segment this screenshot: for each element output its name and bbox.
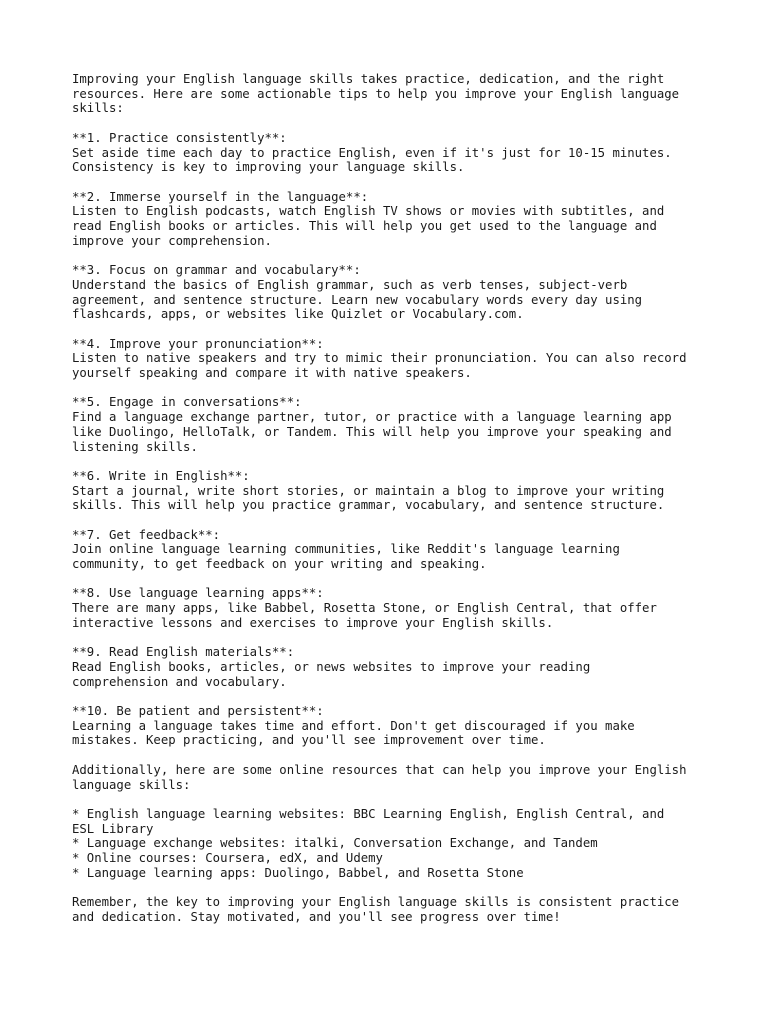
resources-intro-line: Additionally, here are some online resources that can help you improve your English: [72, 762, 687, 777]
tip-heading: **9. Read English materials**:: [72, 645, 295, 660]
tip-line: Learning a language takes time and effort. Don't get discouraged if you make: [72, 718, 635, 733]
tip-line: Start a journal, write short stories, or maintain a blog to improve your writing: [72, 483, 665, 498]
tip-line: community, to get feedback on your writing and speaking.: [72, 557, 487, 572]
tip-line: Listen to English podcasts, watch English TV shows or movies with subtitles, and: [72, 204, 665, 219]
tip-heading: **8. Use language learning apps**:: [72, 586, 324, 601]
tip-line: Read English books, articles, or news websites to improve your reading: [72, 659, 591, 674]
tip-line: Listen to native speakers and try to mimic their pronunciation. You can also record: [72, 351, 687, 366]
closing-line: Remember, the key to improving your English language skills is consistent practice: [72, 895, 680, 910]
tip-line: like Duolingo, HelloTalk, or Tandem. This will help you improve your speaking and: [72, 424, 672, 439]
tip-3: [72, 263, 712, 322]
closing-line: and dedication. Stay motivated, and you'll see progress over time!: [72, 909, 561, 924]
tip-heading: **2. Immerse yourself in the language**:: [72, 189, 369, 204]
tip-7: [72, 528, 712, 572]
resources-intro-paragraph: [72, 763, 712, 792]
tip-heading: **7. Get feedback**:: [72, 527, 221, 542]
tip-2: [72, 190, 712, 249]
tip-line: listening skills.: [72, 439, 198, 454]
tip-line: There are many apps, like Babbel, Rosetta Stone, or English Central, that offer: [72, 601, 657, 616]
tip-line: Join online language learning communities, like Reddit's language learning: [72, 542, 620, 557]
tip-heading: **1. Practice consistently**:: [72, 130, 287, 145]
resource-list-item: * English language learning websites: BBC Learning English, English Central, and: [72, 806, 665, 821]
tip-line: improve your comprehension.: [72, 233, 272, 248]
tip-heading: **3. Focus on grammar and vocabulary**:: [72, 263, 361, 278]
tip-5: [72, 395, 712, 454]
tip-line: yourself speaking and compare it with native speakers.: [72, 366, 472, 380]
tip-line: skills. This will help you practice grammar, vocabulary, and sentence structure.: [72, 498, 665, 513]
resource-list-item: * Language learning apps: Duolingo, Babbel, and Rosetta Stone: [72, 865, 524, 880]
intro-line: resources. Here are some actionable tips to help you improve your English language: [72, 86, 680, 101]
tip-line: comprehension and vocabulary.: [72, 674, 287, 689]
intro-line: skills:: [72, 101, 124, 116]
tip-line: read English books or articles. This will help you get used to the language and: [72, 219, 657, 233]
tip-heading: **5. Engage in conversations**:: [72, 395, 302, 410]
tip-line: flashcards, apps, or websites like Quizlet or Vocabulary.com.: [72, 307, 524, 322]
tip-heading: **10. Be patient and persistent**:: [72, 704, 324, 719]
tip-line: Find a language exchange partner, tutor, or practice with a language learning app: [72, 410, 672, 425]
document-page: [72, 72, 712, 939]
tip-line: Set aside time each day to practice English, even if it's just for 10-15 minutes.: [72, 145, 672, 160]
tip-9: [72, 645, 712, 689]
tip-line: Understand the basics of English grammar, such as verb tenses, subject-verb: [72, 277, 628, 292]
tip-heading: **4. Improve your pronunciation**:: [72, 336, 324, 351]
intro-paragraph: [72, 72, 712, 116]
closing-paragraph: [72, 895, 712, 924]
resource-list-item: ESL Library: [72, 821, 154, 836]
tip-heading: **6. Write in English**:: [72, 468, 250, 483]
resources-intro-line: language skills:: [72, 777, 191, 792]
tip-line: interactive lessons and exercises to improve your English skills.: [72, 615, 554, 630]
resource-list-item: * Online courses: Coursera, edX, and Udemy: [72, 851, 383, 866]
tip-10: [72, 704, 712, 748]
tip-6: [72, 469, 712, 513]
resources-list: [72, 807, 712, 881]
resource-list-item: * Language exchange websites: italki, Conversation Exchange, and Tandem: [72, 836, 598, 851]
tip-8: [72, 586, 712, 630]
tip-1: [72, 131, 712, 175]
tip-line: mistakes. Keep practicing, and you'll see improvement over time.: [72, 733, 546, 748]
intro-line: Improving your English language skills takes practice, dedication, and the right: [72, 72, 665, 86]
tip-line: Consistency is key to improving your language skills.: [72, 160, 465, 175]
tip-line: agreement, and sentence structure. Learn new vocabulary words every day using: [72, 292, 643, 307]
tip-4: [72, 337, 712, 381]
